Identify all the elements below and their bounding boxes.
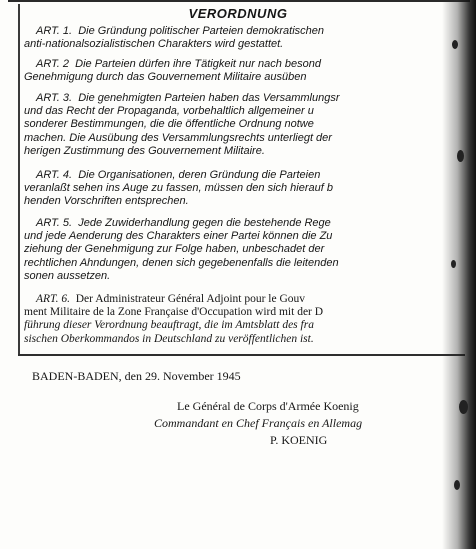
article-6-line-3: führung dieser Verordnung beauftragt, die im Amtsblatt des fra — [24, 319, 314, 332]
article-6-line-2: ment Militaire de la Zone Française d'Occupation wird mit der D — [24, 306, 324, 319]
signature-command: Commandant en Chef Français en Allemag — [154, 416, 363, 430]
article-2-line-1: ART. 2 Die Parteien dürfen ihre Tätigkeit nur nach besond — [36, 58, 321, 70]
article-6-line-4: sischen Oberkommandos in Deutschland zu veröffentlichen ist. — [24, 332, 314, 345]
article-3-line-1: ART. 3. Die genehmigten Parteien haben das Versammlungsr — [36, 92, 340, 104]
scan-speck — [452, 40, 458, 49]
article-3-line-5: herigen Zustimmung des Gouvernement Militaire. — [24, 144, 265, 157]
scan-shadow-edge — [442, 0, 476, 549]
article-5-line-5: sonen aussetzen. — [24, 269, 111, 282]
article-5-line-4: rechtlichen Ahndungen, denen sich gegebenenfalls die leitenden — [24, 256, 339, 269]
signature-title: Le Général de Corps d'Armée Koenig — [177, 399, 359, 413]
frame-bottom-border — [18, 354, 465, 356]
signature-name: P. KOENIG — [270, 433, 328, 447]
scan-speck — [457, 150, 464, 162]
article-5-label: ART. 5. — [36, 217, 73, 229]
place-and-date: BADEN-BADEN, den 29. November 1945 — [32, 369, 241, 383]
article-4-label: ART. 4. — [36, 169, 73, 181]
article-5-line-3: ziehung der Genehmigung zur Folge haben, unbeschadet der — [24, 243, 325, 256]
scan-speck — [454, 480, 460, 490]
article-1-line-2: anti-nationalsozialistischen Charakters wird gestattet. — [24, 38, 284, 51]
article-3-line-4: machen. Die Ausübung des Versammlungsrechts unterliegt der — [24, 131, 332, 144]
scan-speck — [459, 400, 468, 414]
article-1-line-1: ART. 1. Die Gründung politischer Parteien demokratischen — [36, 25, 325, 37]
article-4 — [24, 169, 464, 209]
article-2 — [24, 58, 464, 84]
article-4-line-1: ART. 4. Die Organisationen, deren Gründung die Parteien — [36, 169, 321, 181]
article-1-label: ART. 1. — [36, 25, 73, 37]
article-3 — [24, 92, 464, 158]
article-2-line-2: Genehmigung durch das Gouvernement Militaire ausüben — [24, 71, 307, 84]
article-5 — [24, 217, 464, 283]
article-4-line-3: henden Vorschriften entsprechen. — [24, 195, 189, 208]
article-6-line-1: ART. 6. Der Administrateur Général Adjoint pour le Gouv — [36, 293, 306, 305]
frame-top-border — [8, 0, 470, 2]
article-6 — [24, 293, 464, 346]
document-title: VERORDNUNG — [188, 6, 288, 21]
frame-left-border — [18, 4, 20, 355]
article-3-label: ART. 3. — [36, 92, 73, 104]
scan-speck — [451, 260, 456, 268]
article-5-line-2: und jede Aenderung des Charakters einer Partei können die Zu — [24, 230, 333, 243]
article-3-line-2: und das Recht der Propaganda, vorbehaltlich allgemeiner u — [24, 105, 314, 118]
article-6-label: ART. 6. — [36, 293, 70, 305]
article-3-line-3: sonderer Bestimmungen, die die öffentliche Ordnung notwe — [24, 118, 314, 131]
article-4-line-2: veranlaßt sehen ins Auge zu fassen, müssen den sich hierauf b — [24, 182, 333, 195]
article-5-line-1: ART. 5. Jede Zuwiderhandlung gegen die bestehende Rege — [36, 217, 331, 229]
article-2-label: ART. 2 — [36, 58, 70, 70]
article-1 — [24, 25, 464, 51]
